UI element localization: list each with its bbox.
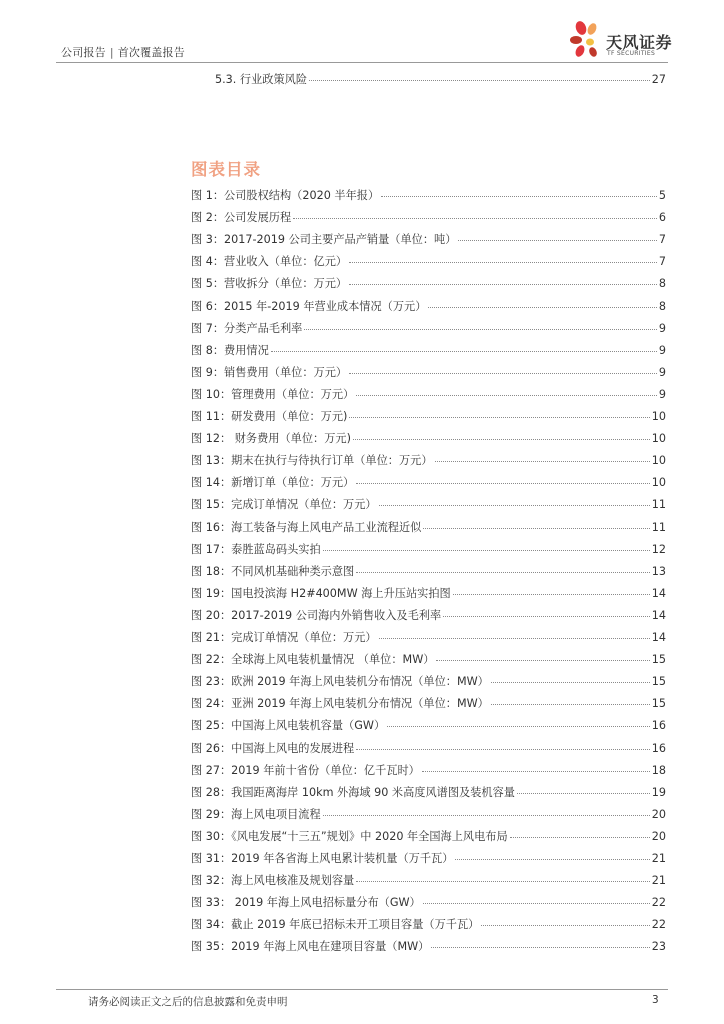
toc-entry-page: 6 bbox=[658, 211, 666, 225]
toc-entry-label: 图 31：2019 年各省海上风电累计装机量（万千瓦） bbox=[191, 852, 454, 865]
header-separator: | bbox=[109, 46, 114, 59]
toc-entry[interactable] bbox=[191, 784, 666, 800]
toc-entry-page: 8 bbox=[658, 299, 666, 313]
toc-entry-label: 图 32：海上风电核准及规划容量 bbox=[191, 874, 355, 888]
toc-leader-dots bbox=[349, 373, 657, 374]
figure-toc-title: 图表目录 bbox=[191, 160, 261, 179]
toc-entry-label: 图 8：费用情况 bbox=[191, 343, 269, 357]
toc-entry[interactable] bbox=[191, 828, 666, 844]
toc-leader-dots bbox=[481, 925, 649, 926]
toc-leader-dots bbox=[423, 528, 649, 529]
footer-rule bbox=[56, 989, 668, 990]
toc-entry-label: 图 13：期末在执行与待执行订单（单位：万元） bbox=[191, 454, 433, 468]
toc-entry-label: 图 35：2019 年海上风电在建项目容量（MW） bbox=[191, 940, 430, 954]
toc-entry[interactable] bbox=[191, 298, 666, 314]
toc-entry[interactable] bbox=[191, 253, 666, 269]
toc-entry-label: 图 22：全球海上风电装机量情况 （单位：MW） bbox=[191, 653, 435, 667]
toc-entry-page: 9 bbox=[658, 321, 666, 335]
toc-entry-page: 12 bbox=[651, 542, 666, 556]
toc-entry-page: 20 bbox=[651, 829, 666, 843]
toc-entry[interactable] bbox=[191, 629, 666, 645]
toc-entry-page: 16 bbox=[651, 741, 666, 755]
toc-entry-label: 图 2：公司发展历程 bbox=[191, 211, 292, 225]
toc-entry-label: 图 29：海上风电项目流程 bbox=[191, 807, 321, 821]
toc-entry-page: 7 bbox=[658, 233, 666, 247]
toc-leader-dots bbox=[356, 572, 650, 573]
toc-entry[interactable] bbox=[215, 71, 666, 87]
toc-entry-page: 23 bbox=[651, 940, 666, 954]
toc-entry[interactable] bbox=[191, 386, 666, 402]
toc-entry[interactable] bbox=[191, 496, 666, 512]
toc-entry[interactable] bbox=[191, 872, 666, 888]
toc-entry-label: 图 25：中国海上风电装机容量（GW） bbox=[191, 719, 386, 733]
toc-leader-dots bbox=[491, 682, 650, 683]
toc-leader-dots bbox=[353, 439, 650, 440]
toc-entry-label: 图 28：我国距离海岸 10km 外海域 90 米高度风谱图及装机容量 bbox=[191, 785, 515, 799]
toc-leader-dots bbox=[517, 793, 650, 794]
toc-leader-dots bbox=[349, 262, 657, 263]
toc-entry-page: 13 bbox=[651, 564, 666, 578]
toc-leader-dots bbox=[293, 218, 657, 219]
toc-entry-page: 20 bbox=[651, 807, 666, 821]
toc-entry-page: 14 bbox=[651, 608, 666, 622]
toc-entry[interactable] bbox=[191, 209, 666, 225]
toc-entry[interactable] bbox=[191, 607, 666, 623]
toc-entry-page: 8 bbox=[658, 277, 666, 291]
toc-entry-label: 图 11：研发费用（单位：万元) bbox=[191, 410, 348, 423]
toc-entry[interactable] bbox=[191, 717, 666, 733]
toc-entry-page: 15 bbox=[651, 697, 666, 711]
toc-entry-label: 图 1：公司股权结构（2020 半年报） bbox=[191, 189, 380, 202]
toc-entry-label: 图 27：2019 年前十省份（单位：亿千瓦时） bbox=[191, 763, 420, 777]
toc-entry[interactable] bbox=[191, 938, 666, 954]
toc-leader-dots bbox=[304, 329, 657, 330]
toc-leader-dots bbox=[435, 461, 650, 462]
toc-entry[interactable] bbox=[191, 740, 666, 756]
toc-leader-dots bbox=[453, 594, 650, 595]
flower-logo-icon bbox=[570, 20, 604, 58]
toc-entry-label: 图 7：分类产品毛利率 bbox=[191, 321, 303, 335]
toc-entry-label: 图 17：泰胜蓝岛码头实拍 bbox=[191, 542, 321, 556]
toc-entry-page: 11 bbox=[651, 520, 666, 534]
toc-entry[interactable] bbox=[191, 187, 666, 203]
toc-entry-label: 图 33： 2019 年海上风电招标量分布（GW） bbox=[191, 896, 421, 910]
toc-leader-dots bbox=[458, 240, 656, 241]
toc-entry[interactable] bbox=[191, 364, 666, 380]
toc-entry-page: 10 bbox=[651, 432, 666, 446]
toc-entry-page: 10 bbox=[651, 476, 666, 490]
toc-entry[interactable] bbox=[191, 806, 666, 822]
toc-entry[interactable] bbox=[191, 275, 666, 291]
toc-entry-page: 5 bbox=[658, 189, 666, 202]
toc-leader-dots bbox=[356, 395, 657, 396]
toc-entry[interactable] bbox=[191, 673, 666, 689]
toc-leader-dots bbox=[349, 417, 649, 418]
toc-entry-page: 9 bbox=[658, 365, 666, 379]
report-category: 公司报告 bbox=[61, 46, 106, 59]
logo-english-name: TF SECURITIES bbox=[607, 50, 656, 57]
toc-entry-page: 11 bbox=[651, 498, 666, 512]
toc-entry-page: 14 bbox=[651, 586, 666, 600]
toc-entry-label: 图 6：2015 年-2019 年营业成本情况（万元） bbox=[191, 299, 427, 313]
toc-entry[interactable] bbox=[191, 408, 666, 424]
toc-leader-dots bbox=[309, 80, 650, 81]
toc-leader-dots bbox=[387, 726, 650, 727]
toc-entry-page: 15 bbox=[651, 675, 666, 689]
toc-entry-label: 图 34：截止 2019 年底已招标未开工项目容量（万千瓦） bbox=[191, 918, 480, 932]
toc-entry-label: 图 5：营收拆分（单位：万元） bbox=[191, 277, 348, 291]
toc-entry-page: 7 bbox=[658, 255, 666, 269]
toc-entry-page: 10 bbox=[651, 410, 666, 423]
toc-leader-dots bbox=[356, 749, 650, 750]
toc-entry-label: 图 15：完成订单情况（单位：万元） bbox=[191, 498, 377, 512]
toc-leader-dots bbox=[422, 771, 650, 772]
page-number: 3 bbox=[652, 994, 659, 1006]
toc-leader-dots bbox=[436, 660, 649, 661]
toc-entry[interactable] bbox=[191, 894, 666, 910]
toc-entry-page: 18 bbox=[651, 763, 666, 777]
toc-entry-label: 图 21：完成订单情况（单位：万元） bbox=[191, 631, 377, 644]
toc-leader-dots bbox=[271, 351, 657, 352]
toc-entry[interactable] bbox=[191, 231, 666, 247]
toc-entry-label: 图 20：2017-2019 公司海内外销售收入及毛利率 bbox=[191, 608, 442, 622]
report-subtype: 首次覆盖报告 bbox=[117, 46, 185, 59]
toc-entry-label: 图 9：销售费用（单位：万元） bbox=[191, 365, 348, 379]
toc-entry-page: 27 bbox=[651, 73, 666, 86]
toc-entry-label: 图 14：新增订单（单位：万元） bbox=[191, 476, 355, 490]
toc-entry-label: 图 24：亚洲 2019 年海上风电装机分布情况（单位：MW） bbox=[191, 697, 489, 711]
toc-entry[interactable] bbox=[191, 541, 666, 557]
toc-leader-dots bbox=[443, 616, 650, 617]
toc-entry-label: 5.3. 行业政策风险 bbox=[215, 73, 308, 86]
toc-entry-label: 图 26：中国海上风电的发展进程 bbox=[191, 741, 355, 755]
toc-entry[interactable] bbox=[191, 563, 666, 579]
company-logo bbox=[570, 18, 682, 62]
toc-leader-dots bbox=[431, 947, 649, 948]
toc-entry[interactable] bbox=[191, 695, 666, 711]
toc-entry[interactable] bbox=[191, 452, 666, 468]
report-type-header bbox=[61, 44, 185, 60]
toc-entry-page: 19 bbox=[651, 785, 666, 799]
toc-leader-dots bbox=[323, 815, 650, 816]
toc-entry[interactable] bbox=[191, 342, 666, 358]
toc-leader-dots bbox=[455, 859, 649, 860]
toc-leader-dots bbox=[379, 505, 650, 506]
toc-entry-page: 16 bbox=[651, 719, 666, 733]
toc-entry[interactable] bbox=[191, 850, 666, 866]
toc-leader-dots bbox=[510, 837, 650, 838]
toc-leader-dots bbox=[428, 307, 656, 308]
toc-leader-dots bbox=[379, 638, 650, 639]
toc-entry-label: 图 16：海工装备与海上风电产品工业流程近似 bbox=[191, 520, 422, 534]
header-rule bbox=[56, 62, 668, 63]
toc-entry[interactable] bbox=[191, 474, 666, 490]
toc-leader-dots bbox=[381, 196, 657, 197]
toc-entry[interactable] bbox=[191, 585, 666, 601]
toc-entry-label: 图 4：营业收入（单位：亿元） bbox=[191, 255, 348, 269]
toc-entry-label: 图 10：管理费用（单位：万元） bbox=[191, 387, 355, 401]
toc-leader-dots bbox=[491, 704, 650, 705]
toc-entry-page: 22 bbox=[651, 918, 666, 932]
toc-entry[interactable] bbox=[191, 320, 666, 336]
logo-chinese-name: 天风证券 bbox=[606, 33, 673, 52]
footer-disclaimer: 请务必阅读正文之后的信息披露和免责申明 bbox=[88, 996, 288, 1008]
toc-entry-label: 图 23：欧洲 2019 年海上风电装机分布情况（单位：MW） bbox=[191, 675, 489, 689]
toc-entry-page: 21 bbox=[651, 874, 666, 888]
toc-leader-dots bbox=[356, 483, 650, 484]
toc-leader-dots bbox=[323, 550, 650, 551]
toc-entry-page: 9 bbox=[658, 343, 666, 357]
toc-entry-label: 图 3：2017-2019 公司主要产品产销量（单位：吨） bbox=[191, 233, 457, 247]
toc-entry-page: 14 bbox=[651, 631, 666, 644]
toc-entry-label: 图 18：不同风机基础种类示意图 bbox=[191, 564, 355, 578]
toc-entry-page: 10 bbox=[651, 454, 666, 468]
toc-leader-dots bbox=[423, 903, 650, 904]
toc-entry-label: 图 12： 财务费用（单位：万元) bbox=[191, 432, 351, 446]
toc-entry[interactable] bbox=[191, 430, 666, 446]
toc-entry-page: 21 bbox=[651, 852, 666, 865]
toc-leader-dots bbox=[356, 881, 650, 882]
toc-entry-page: 9 bbox=[658, 387, 666, 401]
toc-entry-page: 15 bbox=[651, 653, 666, 667]
toc-entry-label: 图 30：《风电发展“十三五”规划》中 2020 年全国海上风电布局 bbox=[191, 829, 508, 843]
toc-entry-page: 22 bbox=[651, 896, 666, 910]
toc-entry[interactable] bbox=[191, 762, 666, 778]
toc-entry[interactable] bbox=[191, 519, 666, 535]
toc-entry[interactable] bbox=[191, 651, 666, 667]
toc-entry-label: 图 19：国电投滨海 H2#400MW 海上升压站实拍图 bbox=[191, 586, 451, 600]
toc-entry[interactable] bbox=[191, 916, 666, 932]
toc-leader-dots bbox=[349, 284, 657, 285]
